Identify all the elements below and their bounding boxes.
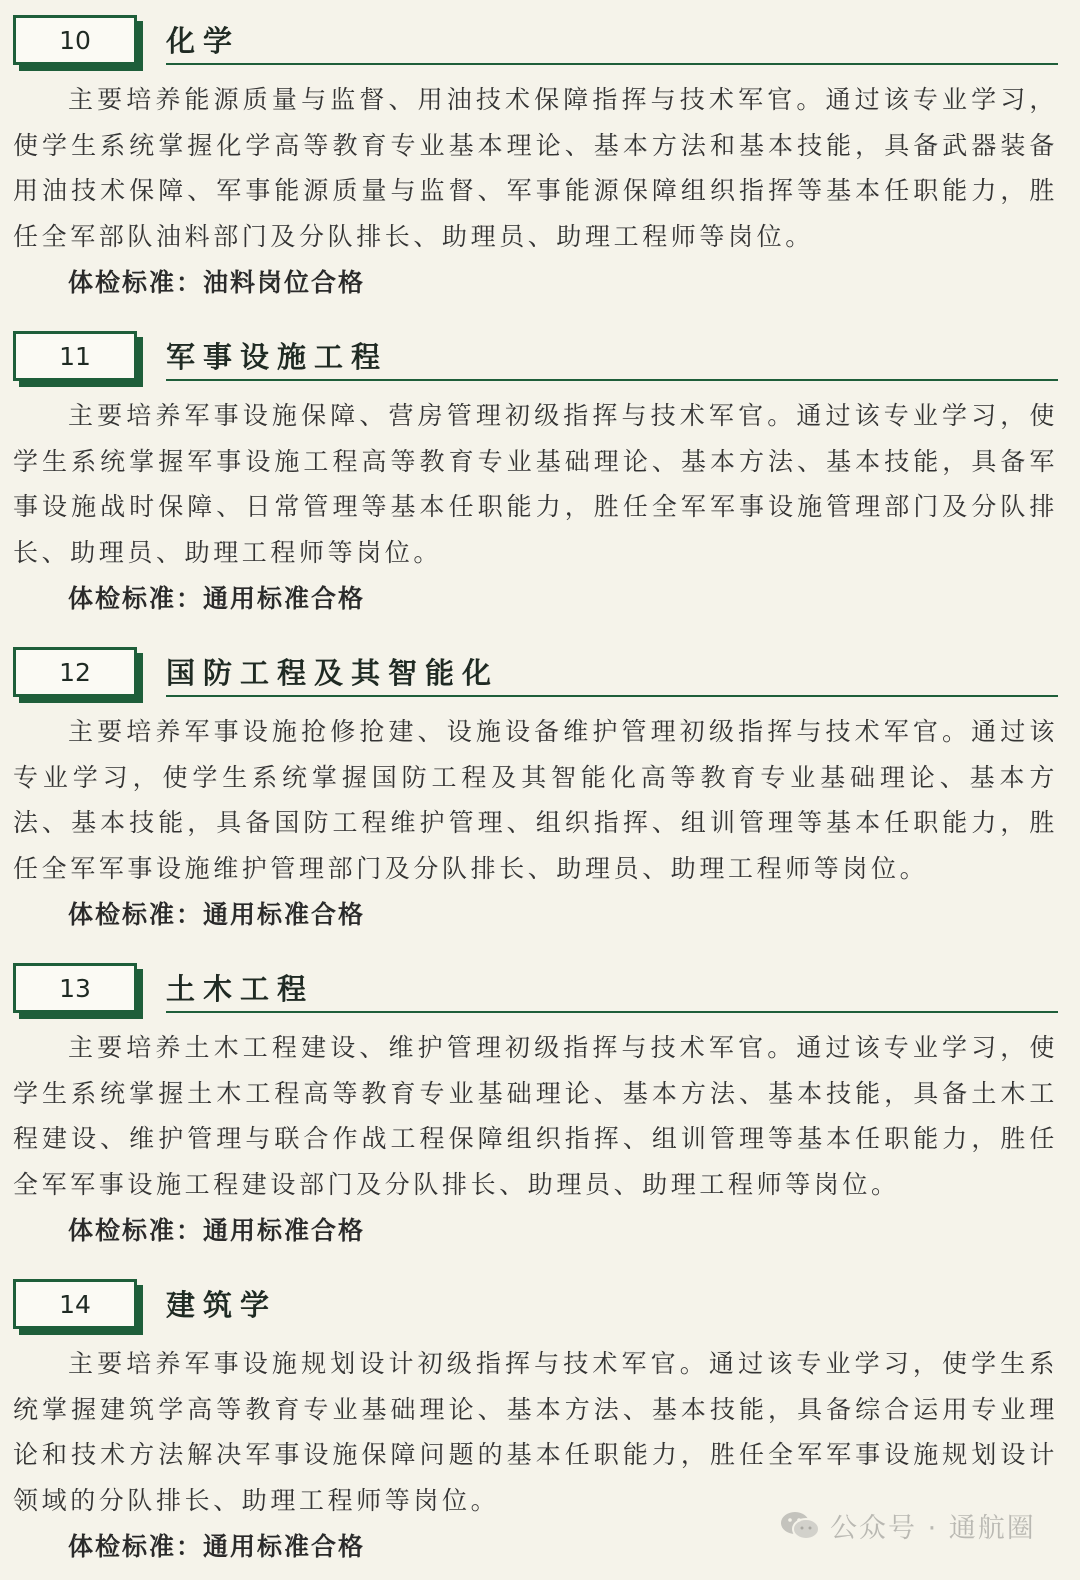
section-title: 土木工程 <box>166 972 315 1006</box>
wechat-icon <box>780 1510 820 1542</box>
section-number: 10 <box>59 25 91 55</box>
section-title: 化学 <box>166 24 241 58</box>
section-number-box <box>13 331 137 381</box>
exam-standard-label: 体检标准： <box>68 268 204 297</box>
section-number-box <box>13 1279 137 1329</box>
exam-standard <box>68 895 365 931</box>
exam-standard-label: 体检标准： <box>68 1532 204 1561</box>
exam-standard-value: 通用标准合格 <box>203 1532 366 1561</box>
exam-standard-label: 体检标准： <box>68 1216 204 1245</box>
watermark <box>780 1506 1036 1545</box>
exam-standard <box>68 1527 365 1563</box>
section-number: 12 <box>59 657 91 687</box>
exam-standard <box>68 1211 365 1247</box>
exam-standard <box>68 579 365 615</box>
exam-standard-value: 通用标准合格 <box>203 900 366 929</box>
watermark-text: 公众号 · 通航圈 <box>830 1513 1036 1544</box>
exam-standard-value: 通用标准合格 <box>203 1216 366 1245</box>
exam-standard-label: 体检标准： <box>68 584 204 613</box>
title-divider <box>166 63 1058 65</box>
section-title: 军事设施工程 <box>166 340 389 374</box>
section-number-box <box>13 15 137 65</box>
section-title: 建筑学 <box>166 1288 278 1322</box>
section-number: 11 <box>59 341 91 371</box>
section-number-box <box>13 963 137 1013</box>
title-divider <box>166 1011 1058 1013</box>
section-description: 主要培养军事设施规划设计初级指挥与技术军官。通过该专业学习，使学生系统掌握建筑学高等教育专业基础理论、基本方法、基本技能，具备综合运用专业理论和技术方法解决军事设施保障问题的基本任职能力，胜任全军军事设施规划设计领域的分队排长、助理工程师等岗位。 <box>13 1349 1058 1515</box>
section-description: 主要培养能源质量与监督、用油技术保障指挥与技术军官。通过该专业学习，使学生系统掌握化学高等教育专业基本理论、基本方法和基本技能，具备武器装备用油技术保障、军事能源质量与监督、军事能源保障组织指挥等基本任职能力，胜任全军部队油料部门及分队排长、助理员、助理工程师等岗位。 <box>13 85 1058 251</box>
section-number: 14 <box>59 1289 91 1319</box>
exam-standard <box>68 263 365 299</box>
section-number: 13 <box>59 973 91 1003</box>
section-description: 主要培养军事设施抢修抢建、设施设备维护管理初级指挥与技术军官。通过该专业学习，使学生系统掌握国防工程及其智能化高等教育专业基础理论、基本方法、基本技能，具备国防工程维护管理、组织指挥、组训管理等基本任职能力，胜任全军军事设施维护管理部门及分队排长、助理员、助理工程师等岗位。 <box>13 717 1058 883</box>
exam-standard-label: 体检标准： <box>68 900 204 929</box>
section-description: 主要培养军事设施保障、营房管理初级指挥与技术军官。通过该专业学习，使学生系统掌握军事设施工程高等教育专业基础理论、基本方法、基本技能，具备军事设施战时保障、日常管理等基本任职能力，胜任全军军事设施管理部门及分队排长、助理员、助理工程师等岗位。 <box>13 401 1058 567</box>
exam-standard-value: 油料岗位合格 <box>203 268 366 297</box>
section-description: 主要培养土木工程建设、维护管理初级指挥与技术军官。通过该专业学习，使学生系统掌握土木工程高等教育专业基础理论、基本方法、基本技能，具备土木工程建设、维护管理与联合作战工程保障组织指挥、组训管理等基本任职能力，胜任全军军事设施工程建设部门及分队排长、助理员、助理工程师等岗位。 <box>13 1033 1058 1199</box>
title-divider <box>166 379 1058 381</box>
section-title: 国防工程及其智能化 <box>166 656 500 690</box>
section-number-box <box>13 647 137 697</box>
title-divider <box>166 695 1058 697</box>
exam-standard-value: 通用标准合格 <box>203 584 366 613</box>
